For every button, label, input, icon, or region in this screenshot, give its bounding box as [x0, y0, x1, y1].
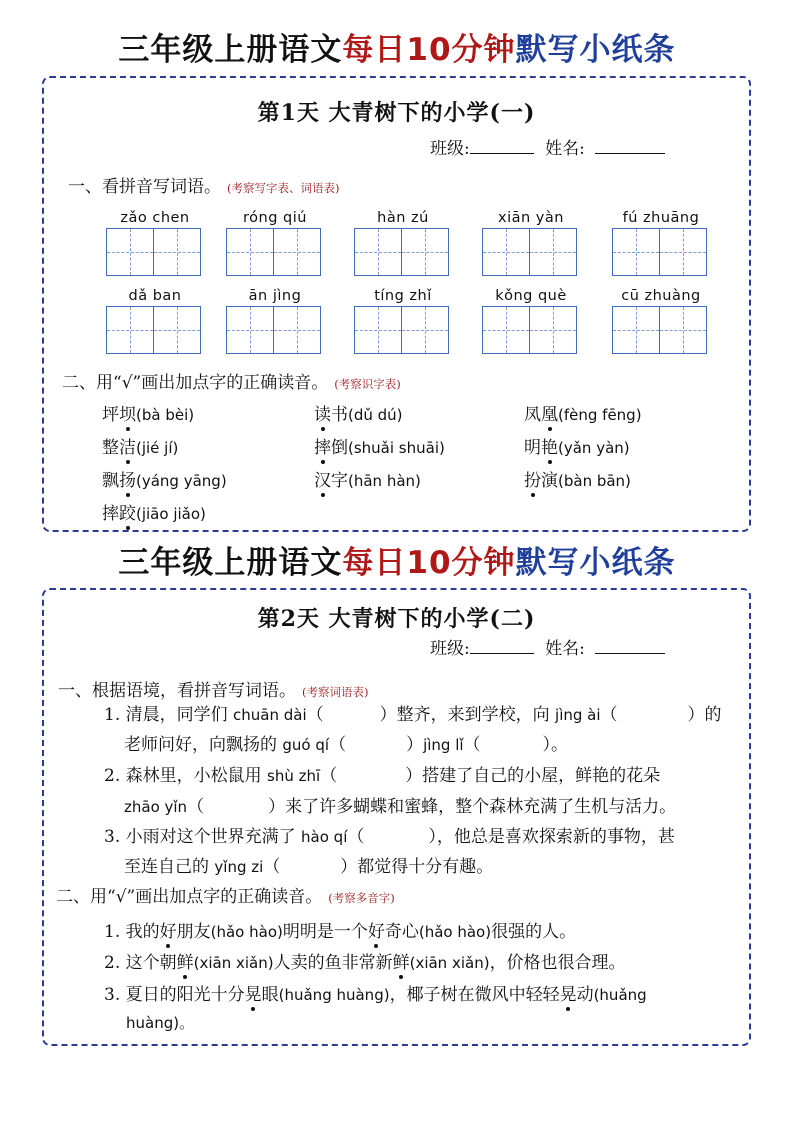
day2-class-name-line [430, 634, 665, 659]
pinyin-options[interactable]: (huǎng huàng) [278, 986, 390, 1004]
pinyin-options[interactable]: (xiān xiǎn) [193, 954, 274, 972]
context-line [104, 700, 722, 725]
banner-title-2 [0, 543, 794, 583]
line-text: 奇心 [384, 922, 419, 942]
dotted-char: 扮 [524, 471, 541, 491]
pinyin-options[interactable]: (bà bèi) [136, 406, 195, 424]
dotted-char: 汉 [314, 471, 331, 491]
pinyin-label: xiān yàn [498, 210, 564, 226]
line-text: 老师问好，向飘扬的 [124, 735, 283, 755]
day1-class-name-line [430, 134, 665, 159]
line-text: 明明是一个 [282, 922, 368, 942]
dotted-char: 跤 [119, 504, 136, 524]
pinyin-options[interactable]: (fèng fēng) [558, 406, 642, 424]
line-text: ）搭建了自己的小屋，鲜艳的花朵 [405, 766, 661, 786]
paren-open: （ [320, 766, 338, 786]
tianzige-box[interactable] [530, 228, 577, 276]
pinyin-prompt: jìng lǐ [423, 736, 464, 754]
word-char: 飘 [102, 471, 119, 491]
name-blank[interactable] [595, 653, 665, 654]
line-text: 至连自己的 [124, 857, 215, 877]
word-char: 倒 [331, 438, 348, 458]
class-blank[interactable] [470, 153, 534, 154]
choice-item [102, 400, 194, 425]
pinyin-options[interactable]: (dǔ dú) [348, 406, 403, 424]
line-text: ）。 [542, 735, 569, 755]
tianzige-box[interactable] [482, 228, 530, 276]
name-label: 姓名: [545, 639, 585, 659]
pinyin-group [482, 208, 580, 276]
choice-item [524, 466, 631, 491]
tianzige-box[interactable] [660, 306, 707, 354]
tianzige-pair [106, 228, 204, 276]
section-title-text: 一、看拼音写词语。 [68, 177, 221, 197]
paren-open: （ [329, 735, 347, 755]
word-char: 摔 [102, 504, 119, 524]
class-blank[interactable] [470, 653, 534, 654]
line-text: 人卖的鱼非常新 [273, 953, 393, 973]
tianzige-pair [612, 228, 710, 276]
choice-item [102, 499, 206, 524]
pinyin-label: tíng zhǐ [374, 288, 432, 304]
line-text: 很强的人。 [491, 922, 577, 942]
pinyin-label: róng qiú [243, 210, 307, 226]
pinyin-group [612, 286, 710, 354]
line-text: ） [406, 735, 424, 755]
class-label: 班级: [430, 139, 470, 159]
banner-part2: 每日10分钟 [342, 32, 516, 68]
pinyin-options[interactable]: (xiān xiǎn) [409, 954, 490, 972]
section-note: (考察词语表) [302, 685, 369, 699]
day1-section1-title [68, 172, 339, 197]
choice-item [314, 466, 421, 491]
word-char: 字 [331, 471, 348, 491]
tianzige-box[interactable] [106, 228, 154, 276]
context-line [124, 852, 493, 877]
line-text: 动 [576, 985, 594, 1005]
line-text: ）来了许多蝴蝶和蜜蜂，整个森林充满了生机与活力。 [268, 797, 677, 817]
pinyin-options[interactable]: (jiāo jiǎo) [136, 505, 206, 523]
paren-open: （ [463, 735, 481, 755]
day1-section2-title [62, 368, 401, 393]
line-text: ）整齐，来到学校，向 [379, 705, 556, 725]
dotted-char: 凰 [541, 405, 558, 425]
tianzige-box[interactable] [612, 228, 660, 276]
pinyin-label: fú zhuāng [622, 210, 700, 226]
choice-item [102, 433, 178, 458]
pinyin-group [226, 286, 324, 354]
pinyin-label: kǒng què [495, 288, 567, 304]
line-text: 3. 夏日的阳光十分 [104, 985, 245, 1005]
dotted-char: 坝 [119, 405, 136, 425]
pinyin-options[interactable]: (bàn bān) [558, 472, 631, 490]
pinyin-group [226, 208, 324, 276]
line-text: 1. 我的 [104, 922, 160, 942]
class-label: 班级: [430, 639, 470, 659]
section-note: (考察多音字) [328, 891, 395, 905]
dotted-char: 读 [314, 405, 331, 425]
tianzige-box[interactable] [482, 306, 530, 354]
pinyin-group [482, 286, 580, 354]
tianzige-pair [226, 306, 324, 354]
polyphone-last-text: huàng)。 [126, 1014, 195, 1032]
paren-open: （ [187, 797, 205, 817]
name-blank[interactable] [595, 153, 665, 154]
section-title-text: 二、用“√”画出加点字的正确读音。 [62, 373, 329, 393]
pinyin-label: ān jìng [248, 288, 302, 304]
pinyin-options[interactable]: (huǎng [593, 986, 647, 1004]
section-title-text: 二、用“√”画出加点字的正确读音。 [56, 887, 323, 907]
tianzige-pair [354, 228, 452, 276]
word-char: 演 [541, 471, 558, 491]
tianzige-pair [612, 306, 710, 354]
tianzige-pair [482, 306, 580, 354]
line-text: ），他总是喜欢探索新的事物，甚 [428, 827, 675, 847]
choice-item [524, 433, 630, 458]
pinyin-prompt: chuān dài [233, 706, 307, 724]
pinyin-group [612, 208, 710, 276]
pinyin-options[interactable]: (hān hàn) [348, 472, 421, 490]
line-text: 2. 这个朝 [104, 953, 177, 973]
banner-part1: 三年级上册语文 [118, 545, 343, 581]
pinyin-prompt: yǐng zi [214, 858, 264, 876]
context-line [124, 792, 676, 817]
tianzige-box[interactable] [354, 306, 402, 354]
choice-item [314, 433, 445, 458]
tianzige-box[interactable] [154, 306, 201, 354]
word-char: 整 [102, 438, 119, 458]
polyphone-line [104, 917, 576, 942]
polyphone-line [104, 948, 626, 973]
choice-item [524, 400, 642, 425]
pinyin-group [354, 208, 452, 276]
day2-title: 第2天 大青树下的小学(二) [257, 606, 536, 632]
tianzige-box[interactable] [226, 228, 274, 276]
pinyin-options[interactable]: (yǎn yàn) [558, 439, 630, 457]
pinyin-prompt: jìng ài [555, 706, 601, 724]
choice-item [102, 466, 227, 491]
context-line [104, 761, 660, 786]
line-text: ）都觉得十分有趣。 [340, 857, 494, 877]
pinyin-prompt: guó qí [282, 736, 330, 754]
tianzige-box[interactable] [106, 306, 154, 354]
section-note: (考察写字表、词语表) [227, 181, 340, 195]
dotted-char: 鲜 [392, 953, 410, 973]
tianzige-pair [226, 228, 324, 276]
tianzige-box[interactable] [274, 228, 321, 276]
pinyin-prompt: hào qí [301, 828, 348, 846]
name-label: 姓名: [545, 139, 585, 159]
dotted-char: 晃 [559, 985, 577, 1005]
tianzige-box[interactable] [530, 306, 577, 354]
paren-open: （ [600, 705, 618, 725]
dotted-char: 鲜 [176, 953, 194, 973]
pinyin-options[interactable]: (yáng yāng) [136, 472, 227, 490]
banner-part1: 三年级上册语文 [118, 32, 343, 68]
banner-part3: 默写小纸条 [515, 545, 676, 581]
paren-open: （ [263, 857, 281, 877]
day2-section1-title [58, 676, 368, 701]
tianzige-pair [354, 306, 452, 354]
dotted-char: 洁 [119, 438, 136, 458]
section-title-text: 一、根据语境，看拼音写词语。 [58, 681, 296, 701]
line-text: 眼 [261, 985, 279, 1005]
tianzige-box[interactable] [274, 306, 321, 354]
tianzige-box[interactable] [402, 228, 449, 276]
dotted-char: 好 [159, 922, 177, 942]
pinyin-label: hàn zú [377, 210, 429, 226]
pinyin-options[interactable]: (hǎo hào) [210, 923, 283, 941]
banner-part2: 每日10分钟 [342, 545, 516, 581]
tianzige-box[interactable] [226, 306, 274, 354]
section-note: (考察识字表) [334, 377, 401, 391]
tianzige-box[interactable] [354, 228, 402, 276]
pinyin-group [354, 286, 452, 354]
tianzige-box[interactable] [154, 228, 201, 276]
pinyin-options[interactable]: (shuǎi shuāi) [348, 439, 445, 457]
word-char: 书 [331, 405, 348, 425]
banner-title [0, 30, 794, 70]
banner-part3: 默写小纸条 [515, 32, 676, 68]
tianzige-box[interactable] [612, 306, 660, 354]
paren-open: （ [347, 827, 365, 847]
context-line [124, 730, 568, 755]
paren-open: （ [306, 705, 324, 725]
dotted-char: 摔 [314, 438, 331, 458]
word-char: 坪 [102, 405, 119, 425]
day2-card [42, 588, 751, 1046]
pinyin-options[interactable]: (jié jí) [136, 439, 179, 457]
word-char: 明 [524, 438, 541, 458]
line-text: ）的 [687, 705, 722, 725]
polyphone-line [104, 980, 647, 1005]
context-line [104, 822, 675, 847]
polyphone-last-line [126, 1012, 194, 1033]
dotted-char: 扬 [119, 471, 136, 491]
line-text: 1. 清晨，同学们 [104, 705, 234, 725]
dotted-char: 晃 [244, 985, 262, 1005]
tianzige-box[interactable] [402, 306, 449, 354]
line-text: 2. 森林里，小松鼠用 [104, 766, 268, 786]
line-text: 3. 小雨对这个世界充满了 [104, 827, 302, 847]
pinyin-prompt: shù zhī [267, 767, 321, 785]
day1-card [42, 76, 751, 532]
day1-title: 第1天 大青树下的小学(一) [257, 100, 536, 126]
dotted-char: 艳 [541, 438, 558, 458]
tianzige-pair [106, 306, 204, 354]
pinyin-group [106, 208, 204, 276]
pinyin-prompt: zhāo yǐn [124, 798, 188, 816]
pinyin-group [106, 286, 204, 354]
tianzige-pair [482, 228, 580, 276]
pinyin-label: dǎ ban [128, 288, 182, 304]
tianzige-box[interactable] [660, 228, 707, 276]
pinyin-label: cū zhuàng [621, 288, 701, 304]
line-text: ，价格也很合理。 [489, 953, 626, 973]
line-text: ，椰子树在微风中轻轻 [389, 985, 560, 1005]
choice-item [314, 400, 403, 425]
pinyin-options[interactable]: (hǎo hào) [418, 923, 492, 941]
day2-section2-title [56, 882, 395, 907]
line-text: 朋友 [176, 922, 211, 942]
pinyin-label: zǎo chen [120, 210, 190, 226]
word-char: 凤 [524, 405, 541, 425]
dotted-char: 好 [367, 922, 385, 942]
